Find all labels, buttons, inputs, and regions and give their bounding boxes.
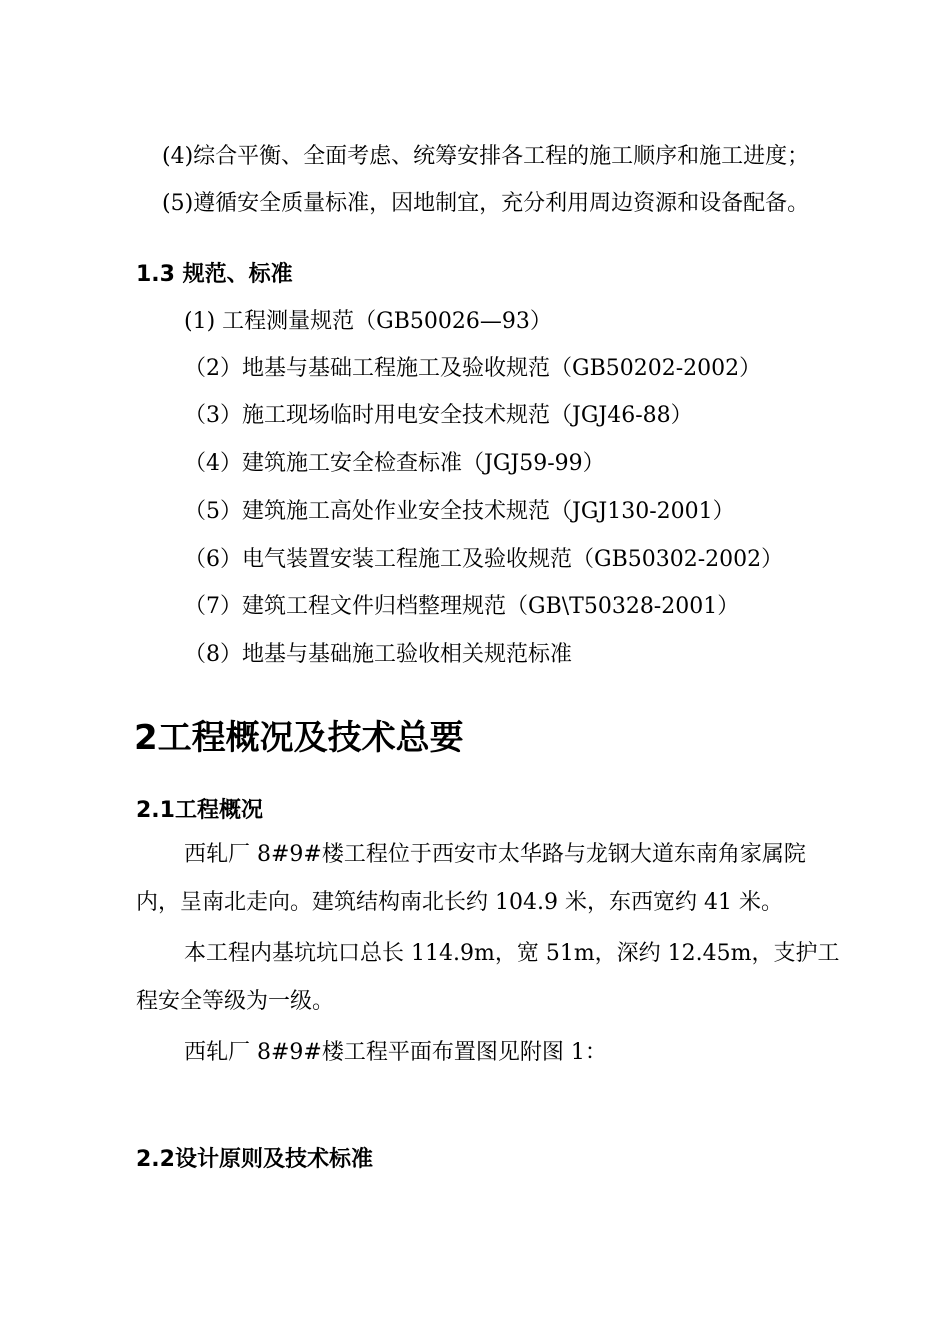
chapter-2-heading: 2工程概况及技术总要	[134, 718, 464, 758]
overview-line-3: 本工程内基坑坑口总长 114.9m，宽 51m，深约 12.45m，支护工	[184, 941, 840, 966]
standard-item-5: （5）建筑施工高处作业安全技术规范（JGJ130-2001）	[184, 499, 735, 524]
section-1-3-heading: 1.3 规范、标准	[136, 262, 293, 287]
overview-line-4: 程安全等级为一级。	[136, 989, 335, 1014]
overview-line-1: 西轧厂 8#9#楼工程位于西安市太华路与龙钢大道东南角家属院	[184, 842, 806, 867]
standard-item-1: (1) 工程测量规范（GB50026—93）	[184, 309, 552, 334]
standard-item-2: （2）地基与基础工程施工及验收规范（GB50202-2002）	[184, 356, 762, 381]
standard-item-8: （8）地基与基础施工验收相关规范标准	[184, 642, 572, 667]
standard-item-7: （7）建筑工程文件归档整理规范（GB\T50328-2001）	[184, 594, 740, 619]
standard-item-3: （3）施工现场临时用电安全技术规范（JGJ46-88）	[184, 403, 693, 428]
standard-item-6: （6）电气装置安装工程施工及验收规范（GB50302-2002）	[184, 547, 784, 572]
section-2-2-heading: 2.2设计原则及技术标准	[136, 1147, 373, 1172]
overview-line-5: 西轧厂 8#9#楼工程平面布置图见附图 1：	[184, 1040, 607, 1065]
principle-5: (5)遵循安全质量标准，因地制宜，充分利用周边资源和设备配备。	[162, 191, 810, 216]
section-2-1-heading: 2.1工程概况	[136, 798, 263, 823]
principle-4: (4)综合平衡、全面考虑、统筹安排各工程的施工顺序和施工进度；	[162, 144, 810, 169]
standard-item-4: （4）建筑施工安全检查标准（JGJ59-99）	[184, 451, 605, 476]
overview-line-2: 内，呈南北走向。建筑结构南北长约 104.9 米，东西宽约 41 米。	[136, 890, 783, 915]
